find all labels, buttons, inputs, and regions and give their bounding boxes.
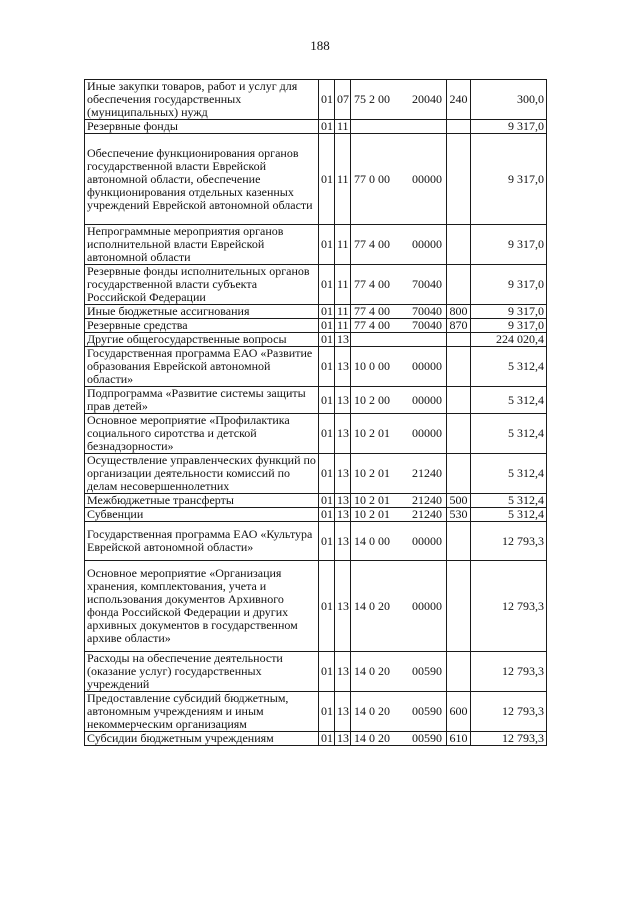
subsection-code-cell: 13: [335, 494, 351, 508]
subsection-code-cell: 13: [335, 508, 351, 522]
target-article-cell: [351, 508, 447, 522]
target-article-program-code: 10 2 01: [354, 466, 390, 480]
section-code-cell: 01: [319, 508, 335, 522]
row-name-cell: Межбюджетные трансферты: [85, 494, 319, 508]
row-name-cell: Иные бюджетные ассигнования: [85, 305, 319, 319]
section-code-cell: 01: [319, 347, 335, 387]
row-name-cell: Осуществление управленческих функций по организации деятельности комиссий по делам несовершеннолетних: [85, 454, 319, 494]
subsection-code-cell: 13: [335, 652, 351, 692]
amount-cell: 300,0: [471, 80, 547, 120]
section-code-cell: 01: [319, 652, 335, 692]
target-article-program-code: 10 2 01: [354, 493, 390, 507]
target-article-program-code: 77 4 00: [354, 318, 390, 332]
amount-cell: 5 312,4: [471, 414, 547, 454]
row-name-cell: Резервные фонды исполнительных органов государственной власти субъекта Российской Федерации: [85, 265, 319, 305]
section-code-cell: 01: [319, 414, 335, 454]
amount-cell: 9 317,0: [471, 305, 547, 319]
target-article-cell: [351, 414, 447, 454]
subsection-code-cell: 13: [335, 561, 351, 652]
section-code-cell: 01: [319, 333, 335, 347]
row-name-cell: Резервные фонды: [85, 120, 319, 134]
row-name-cell: Основное мероприятие «Организация хранения, комплектования, учета и использования документов Архивного фонда Российской Федерации и других архивных документов в государственном архиве области»: [85, 561, 319, 652]
target-article-cell: [351, 305, 447, 319]
row-name-cell: Обеспечение функционирования органов государственной власти Еврейской автономной области, обеспечение функционирования отдельных казенных учреждений Еврейской автономной области: [85, 134, 319, 225]
row-name-cell: Субсидии бюджетным учреждениям: [85, 732, 319, 746]
target-article-direction-code: 00590: [412, 731, 442, 745]
expense-type-code-cell: [447, 561, 471, 652]
section-code-cell: 01: [319, 522, 335, 561]
row-name-cell: Другие общегосударственные вопросы: [85, 333, 319, 347]
target-article-program-code: 14 0 00: [354, 533, 390, 548]
expense-type-code-cell: 600: [447, 692, 471, 732]
target-article-program-code: 14 0 20: [354, 598, 390, 613]
subsection-code-cell: 13: [335, 333, 351, 347]
table-row: [85, 347, 547, 387]
subsection-code-cell: 13: [335, 347, 351, 387]
subsection-code-cell: 07: [335, 80, 351, 120]
target-article-direction-code: 00000: [412, 426, 442, 440]
subsection-code-cell: 13: [335, 522, 351, 561]
expense-type-code-cell: [447, 652, 471, 692]
target-article-program-code: 75 2 00: [354, 92, 390, 106]
table-row: [85, 454, 547, 494]
expense-type-code-cell: 870: [447, 319, 471, 333]
section-code-cell: 01: [319, 134, 335, 225]
expense-type-code-cell: [447, 454, 471, 494]
budget-table: [84, 79, 547, 746]
target-article-program-code: 14 0 20: [354, 731, 390, 745]
subsection-code-cell: 11: [335, 305, 351, 319]
target-article-direction-code: 70040: [412, 318, 442, 332]
target-article-program-code: 10 2 01: [354, 507, 390, 521]
amount-cell: 9 317,0: [471, 265, 547, 305]
target-article-program-code: 10 2 00: [354, 392, 390, 407]
subsection-code-cell: 13: [335, 414, 351, 454]
amount-cell: 9 317,0: [471, 319, 547, 333]
expense-type-code-cell: [447, 265, 471, 305]
row-name-cell: Предоставление субсидий бюджетным, автономным учреждениям и иным некоммерческим организациям: [85, 692, 319, 732]
table-row: [85, 265, 547, 305]
target-article-cell: [351, 561, 447, 652]
subsection-code-cell: 11: [335, 225, 351, 265]
target-article-cell: [351, 265, 447, 305]
expense-type-code-cell: 610: [447, 732, 471, 746]
amount-cell: 9 317,0: [471, 134, 547, 225]
subsection-code-cell: 13: [335, 387, 351, 414]
subsection-code-cell: 13: [335, 454, 351, 494]
row-name-cell: Государственная программа ЕАО «Развитие образования Еврейской автономной области»: [85, 347, 319, 387]
target-article-direction-code: 21240: [412, 493, 442, 507]
target-article-program-code: 10 2 01: [354, 426, 390, 440]
target-article-program-code: 77 0 00: [354, 171, 390, 186]
table-row: [85, 561, 547, 652]
target-article-direction-code: 21240: [412, 507, 442, 521]
section-code-cell: 01: [319, 692, 335, 732]
target-article-direction-code: 00590: [412, 664, 442, 678]
expense-type-code-cell: 800: [447, 305, 471, 319]
expense-type-code-cell: 530: [447, 508, 471, 522]
amount-cell: 9 317,0: [471, 225, 547, 265]
amount-cell: 5 312,4: [471, 454, 547, 494]
table-row: [85, 134, 547, 225]
expense-type-code-cell: 240: [447, 80, 471, 120]
subsection-code-cell: 11: [335, 120, 351, 134]
table-row: [85, 494, 547, 508]
row-name-cell: Расходы на обеспечение деятельности (оказание услуг) государственных учреждений: [85, 652, 319, 692]
amount-cell: 5 312,4: [471, 494, 547, 508]
expense-type-code-cell: [447, 120, 471, 134]
target-article-program-code: 14 0 20: [354, 664, 390, 678]
amount-cell: 12 793,3: [471, 652, 547, 692]
target-article-program-code: 77 4 00: [354, 277, 390, 291]
table-row: [85, 80, 547, 120]
target-article-program-code: 10 0 00: [354, 359, 390, 373]
row-name-cell: Основное мероприятие «Профилактика социального сиротства и детской безнадзорности»: [85, 414, 319, 454]
target-article-direction-code: 00000: [412, 171, 442, 186]
target-article-direction-code: 00000: [412, 359, 442, 373]
amount-cell: 224 020,4: [471, 333, 547, 347]
target-article-cell: [351, 347, 447, 387]
row-name-cell: Резервные средства: [85, 319, 319, 333]
amount-cell: 12 793,3: [471, 522, 547, 561]
target-article-direction-code: 70040: [412, 304, 442, 318]
subsection-code-cell: 11: [335, 265, 351, 305]
expense-type-code-cell: [447, 333, 471, 347]
expense-type-code-cell: [447, 522, 471, 561]
section-code-cell: 01: [319, 80, 335, 120]
table-row: [85, 692, 547, 732]
subsection-code-cell: 11: [335, 134, 351, 225]
target-article-program-code: 77 4 00: [354, 304, 390, 318]
section-code-cell: 01: [319, 265, 335, 305]
target-article-direction-code: 00000: [412, 237, 442, 251]
target-article-cell: [351, 225, 447, 265]
table-row: [85, 120, 547, 134]
table-row: [85, 319, 547, 333]
section-code-cell: 01: [319, 454, 335, 494]
target-article-direction-code: 00000: [412, 533, 442, 548]
expense-type-code-cell: [447, 225, 471, 265]
target-article-program-code: 14 0 20: [354, 704, 390, 718]
target-article-cell: [351, 454, 447, 494]
target-article-cell: [351, 732, 447, 746]
table-row: [85, 333, 547, 347]
subsection-code-cell: 13: [335, 732, 351, 746]
table-row: [85, 652, 547, 692]
target-article-cell: [351, 80, 447, 120]
table-row: [85, 225, 547, 265]
table-row: [85, 522, 547, 561]
section-code-cell: 01: [319, 319, 335, 333]
table-row: [85, 508, 547, 522]
amount-cell: 9 317,0: [471, 120, 547, 134]
row-name-cell: Субвенции: [85, 508, 319, 522]
target-article-program-code: 77 4 00: [354, 237, 390, 251]
target-article-direction-code: 20040: [412, 92, 442, 106]
target-article-cell: [351, 134, 447, 225]
section-code-cell: 01: [319, 225, 335, 265]
amount-cell: 5 312,4: [471, 508, 547, 522]
section-code-cell: 01: [319, 561, 335, 652]
target-article-cell: [351, 120, 447, 134]
table-row: [85, 387, 547, 414]
target-article-cell: [351, 494, 447, 508]
amount-cell: 5 312,4: [471, 347, 547, 387]
section-code-cell: 01: [319, 120, 335, 134]
target-article-cell: [351, 333, 447, 347]
target-article-direction-code: 70040: [412, 277, 442, 291]
target-article-cell: [351, 652, 447, 692]
subsection-code-cell: 11: [335, 319, 351, 333]
amount-cell: 12 793,3: [471, 732, 547, 746]
row-name-cell: Иные закупки товаров, работ и услуг для обеспечения государственных (муниципальных) нужд: [85, 80, 319, 120]
expense-type-code-cell: [447, 347, 471, 387]
section-code-cell: 01: [319, 305, 335, 319]
section-code-cell: 01: [319, 494, 335, 508]
section-code-cell: 01: [319, 387, 335, 414]
row-name-cell: Непрограммные мероприятия органов исполнительной власти Еврейской автономной области: [85, 225, 319, 265]
target-article-cell: [351, 522, 447, 561]
table-row: [85, 414, 547, 454]
expense-type-code-cell: [447, 414, 471, 454]
target-article-cell: [351, 387, 447, 414]
target-article-direction-code: 21240: [412, 466, 442, 480]
target-article-direction-code: 00590: [412, 704, 442, 718]
target-article-cell: [351, 692, 447, 732]
table-row: [85, 305, 547, 319]
amount-cell: 12 793,3: [471, 692, 547, 732]
target-article-direction-code: 00000: [412, 392, 442, 407]
row-name-cell: Подпрограмма «Развитие системы защиты прав детей»: [85, 387, 319, 414]
section-code-cell: 01: [319, 732, 335, 746]
row-name-cell: Государственная программа ЕАО «Культура Еврейской автономной области»: [85, 522, 319, 561]
budget-table-body: [85, 80, 547, 746]
expense-type-code-cell: 500: [447, 494, 471, 508]
table-row: [85, 732, 547, 746]
target-article-direction-code: 00000: [412, 598, 442, 613]
amount-cell: 12 793,3: [471, 561, 547, 652]
amount-cell: 5 312,4: [471, 387, 547, 414]
target-article-cell: [351, 319, 447, 333]
expense-type-code-cell: [447, 387, 471, 414]
subsection-code-cell: 13: [335, 692, 351, 732]
page-number: 188: [310, 38, 330, 53]
expense-type-code-cell: [447, 134, 471, 225]
